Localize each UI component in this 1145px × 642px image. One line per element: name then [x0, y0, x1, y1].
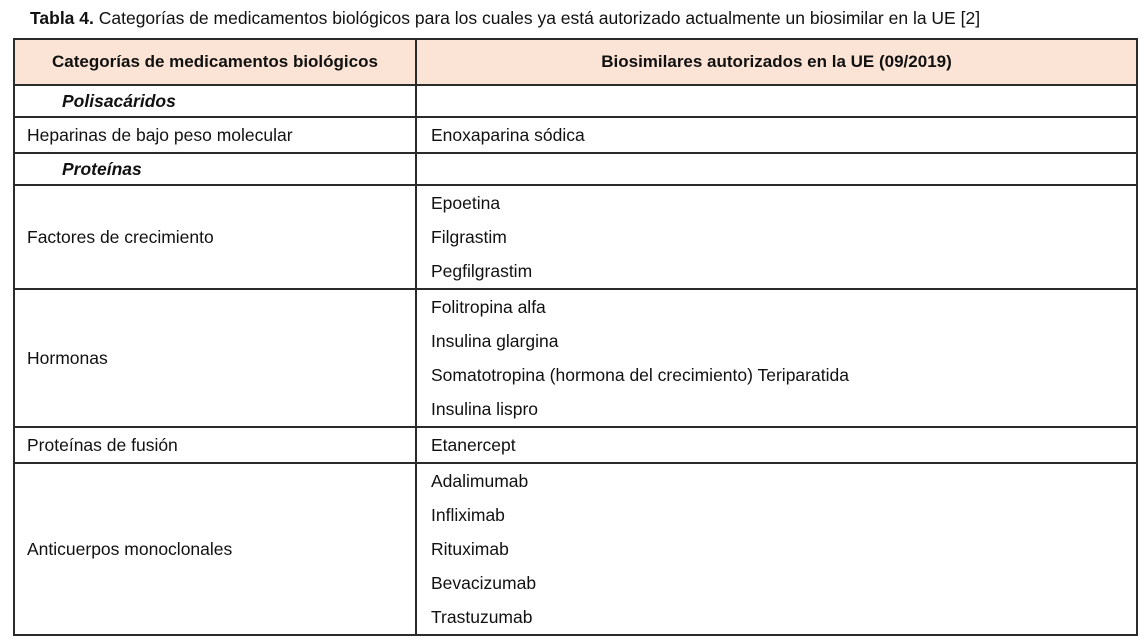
category-cell: Proteínas de fusión	[14, 427, 416, 463]
header-biosimilars: Biosimilares autorizados en la UE (09/2019)	[416, 39, 1137, 85]
list-item: Insulina lispro	[431, 399, 538, 419]
list-item: Infliximab	[431, 505, 505, 525]
table-row	[14, 427, 1137, 463]
list-item: Folitropina alfa	[431, 297, 546, 317]
category-cell: Factores de crecimiento	[14, 185, 416, 289]
table-caption	[30, 6, 980, 30]
list-item: Filgrastim	[431, 227, 507, 247]
table-row	[14, 289, 1137, 427]
list-item: Adalimumab	[431, 471, 529, 491]
category-cell: Anticuerpos monoclonales	[14, 463, 416, 635]
group-row	[14, 85, 1137, 117]
list-item: Trastuzumab	[431, 607, 533, 627]
list-item: Etanercept	[431, 435, 516, 455]
list-item: Enoxaparina sódica	[431, 125, 585, 145]
items-cell	[416, 117, 1137, 153]
items-cell	[416, 463, 1137, 635]
list-item: Epoetina	[431, 193, 501, 213]
header-row	[14, 39, 1137, 85]
empty-cell	[416, 85, 1137, 117]
items-cell	[416, 427, 1137, 463]
biosimilars-table	[13, 38, 1138, 636]
caption-text: Categorías de medicamentos biológicos para los cuales ya está autorizado actualmente un biosimilar en la UE [2]	[93, 8, 981, 28]
list-item: Bevacizumab	[431, 573, 537, 593]
list-item: Somatotropina (hormona del crecimiento) Teriparatida	[431, 365, 849, 385]
caption-label: Tabla 4.	[30, 8, 94, 28]
table-row	[14, 117, 1137, 153]
group-row	[14, 153, 1137, 185]
header-categories: Categorías de medicamentos biológicos	[14, 39, 416, 85]
list-item: Pegfilgrastim	[431, 261, 533, 281]
list-item: Insulina glargina	[431, 331, 559, 351]
items-cell	[416, 185, 1137, 289]
group-proteinas: Proteínas	[14, 153, 416, 185]
category-cell: Heparinas de bajo peso molecular	[14, 117, 416, 153]
table-row	[14, 463, 1137, 635]
table-row	[14, 185, 1137, 289]
category-cell: Hormonas	[14, 289, 416, 427]
empty-cell	[416, 153, 1137, 185]
items-cell	[416, 289, 1137, 427]
list-item: Rituximab	[431, 539, 509, 559]
group-polisacaridos: Polisacáridos	[14, 85, 416, 117]
